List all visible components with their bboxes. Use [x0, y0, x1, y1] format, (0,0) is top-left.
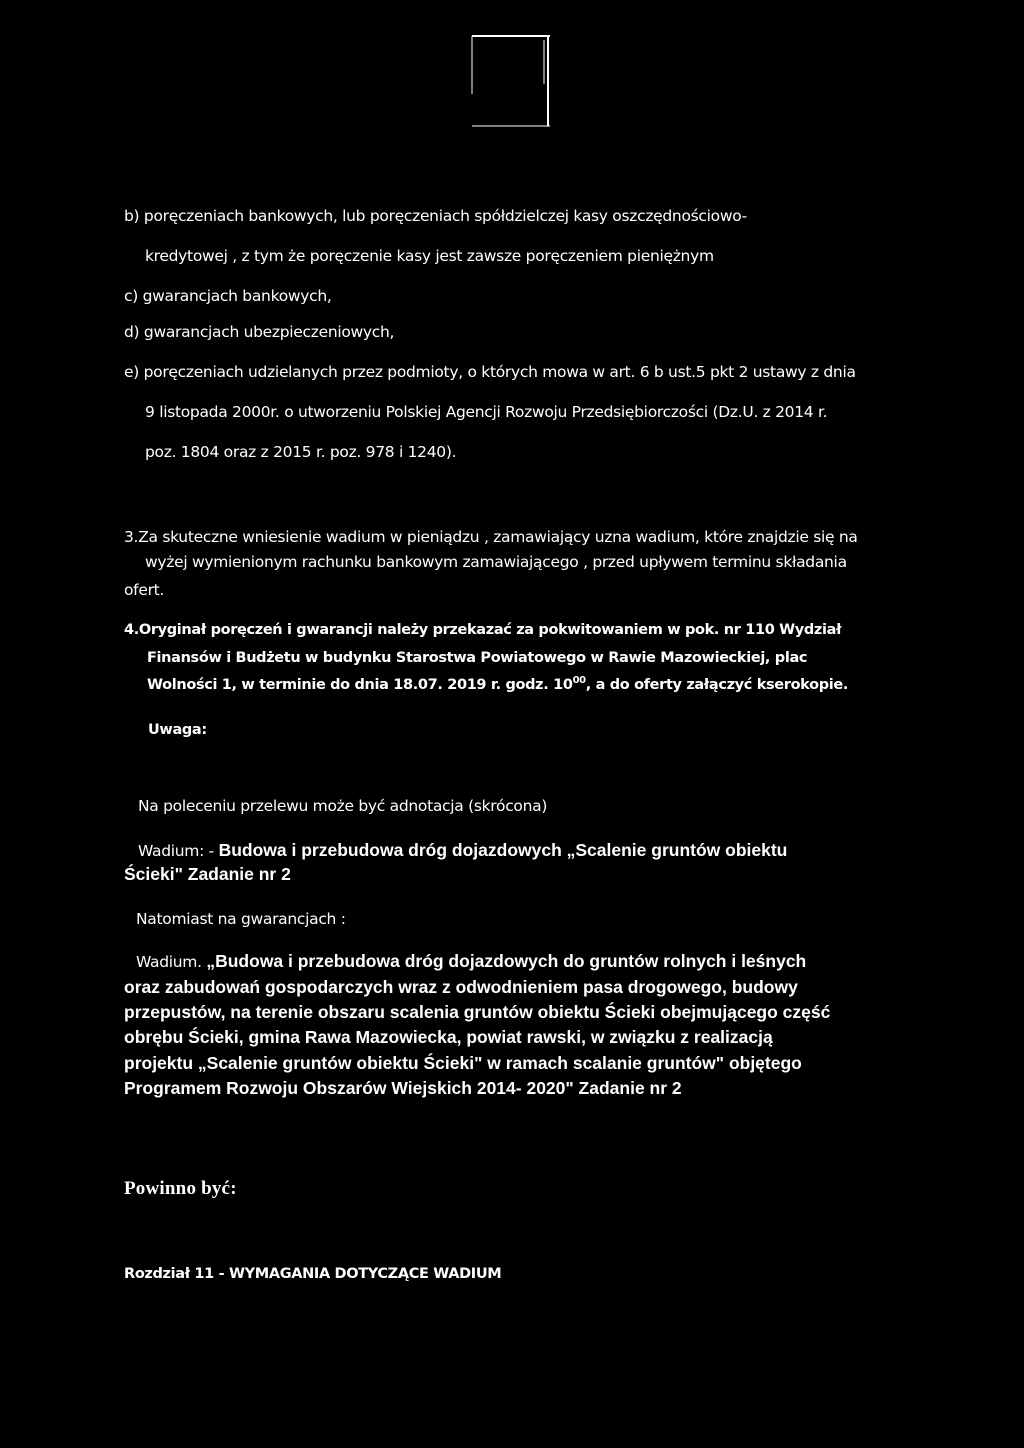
wadium-full-line2: oraz zabudowań gospodarczych wraz z odwodnieniem pasa drogowego, budowy — [124, 977, 798, 997]
section-b-line2: kredytowej , z tym że poręczenie kasy jest zawsze poręczeniem pieniężnym — [145, 247, 714, 265]
section-e-line1: e) poręczeniach udzielanych przez podmioty, o których mowa w art. 6 b ust.5 pkt 2 ustawy z dnia — [124, 363, 856, 381]
wadium-short-line1: Wadium: - Budowa i przebudowa dróg dojazdowych „Scalenie gruntów obiektu — [138, 840, 788, 860]
wadium-full-line1: Wadium. „Budowa i przebudowa dróg dojazdowych do gruntów rolnych i leśnych — [136, 951, 807, 971]
wadium-full-line5: projektu „Scalenie gruntów obiektu Ścieki" w ramach scalanie gruntów" objętego — [124, 1053, 802, 1073]
chapter-heading: Rozdział 11 - WYMAGANIA DOTYCZĄCE WADIUM — [124, 1266, 502, 1282]
point3-line3: ofert. — [124, 581, 165, 599]
section-e-line3: poz. 1804 oraz z 2015 r. poz. 978 i 1240). — [145, 443, 457, 461]
point4-line1: 4.Oryginał poręczeń i gwarancji należy przekazać za pokwitowaniem w pok. nr 110 Wydział — [124, 622, 842, 638]
wadium-full-line4: obrębu Ścieki, gmina Rawa Mazowiecka, powiat rawski, w związku z realizacją — [124, 1027, 773, 1047]
section-d: d) gwarancjach ubezpieczeniowych, — [124, 323, 395, 341]
point3-line2: wyżej wymienionym rachunku bankowym zamawiającego , przed upływem terminu składania — [145, 553, 847, 571]
page-frame-graphic — [470, 34, 552, 128]
wadium-full-line3: przepustów, na terenie obszaru scalenia gruntów obiektu Ścieki obejmującego część — [124, 1002, 831, 1022]
uwaga-label: Uwaga: — [148, 722, 207, 738]
section-b-line1: b) poręczeniach bankowych, lub poręczeniach spółdzielczej kasy oszczędnościowo- — [124, 207, 747, 225]
section-c: c) gwarancjach bankowych, — [124, 287, 332, 305]
wadium-full-line6: Programem Rozwoju Obszarów Wiejskich 2014- 2020" Zadanie nr 2 — [124, 1078, 682, 1098]
transfer-note: Na poleceniu przelewu może być adnotacja (skrócona) — [138, 797, 548, 815]
wadium-short-line2: Ścieki" Zadanie nr 2 — [124, 864, 291, 884]
point4-line3: Wolności 1, w terminie do dnia 18.07. 2019 r. godz. $10^{00}$, a do oferty załączyć kserokopie. — [147, 675, 848, 693]
point3-line1: 3.Za skuteczne wniesienie wadium w pieniądzu , zamawiający uzna wadium, które znajdzie się na — [124, 528, 858, 546]
point4-line2: Finansów i Budżetu w budynku Starostwa Powiatowego w Rawie Mazowieckiej, plac — [147, 650, 808, 666]
section-e-line2: 9 listopada 2000r. o utworzeniu Polskiej Agencji Rozwoju Przedsiębiorczości (Dz.U. z 2014 r. — [145, 403, 828, 421]
powinno-heading: Powinno być: — [124, 1178, 237, 1199]
guarantee-note: Natomiast na gwarancjach : — [136, 910, 346, 928]
